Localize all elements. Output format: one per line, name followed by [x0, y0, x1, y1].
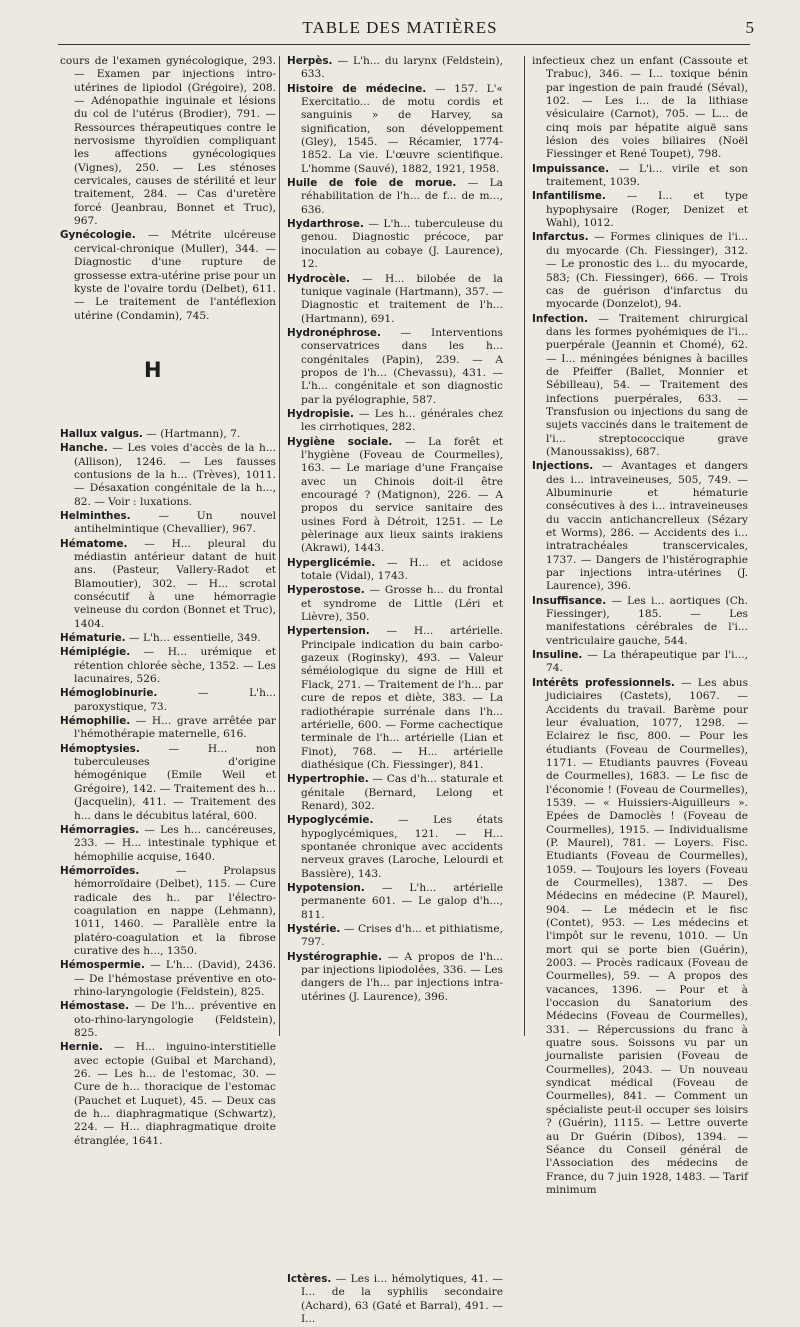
index-entry: Hanche. — Les voies d'accès de la h... (Allison), 1246. — Les fausses contusions de la h... (Trèves), 1011. — Désaxation congénitale de la h..., 82. — Voir : luxations. — [60, 442, 276, 508]
index-entry: Helminthes. — Un nouvel antihelmintique (Chevallier), 967. — [60, 509, 276, 536]
index-entry: Hydrocèle. — H... bilobée de la tunique vaginale (Hartmann), 357. — Diagnostic et traitement de l'h... (Hartmann), 691. — [287, 272, 503, 325]
index-entry: Hyperostose. — Grosse h... du frontal et syndrome de Little (Léri et Lièvre), 350. — [287, 584, 503, 624]
index-column-2 — [287, 55, 503, 1327]
column-divider — [524, 56, 525, 1036]
section-gap — [287, 1005, 503, 1273]
index-entry: Hypoglycémie. — Les états hypoglycémiques, 121. — H... spontanée chronique avec accidents nerveux graves (Laroche, Lelourdi et Bassière), 143. — [287, 814, 503, 880]
index-entry: Insuffisance. — Les i... aortiques (Ch. Fiessinger), 185. — Les manifestations cérébrales de l'i... ventriculaire gauche, 544. — [532, 594, 748, 647]
index-entry: Hallux valgus. — (Hartmann), 7. — [60, 427, 241, 440]
index-entry: Hémospermie. — L'h... (David), 2436. — De l'hémostase préventive en oto-rhino-laryngologie (Feldstein), 825. — [60, 959, 276, 998]
index-entry: Hématome. — H... pleural du médiastin antérieur datant de huit ans. (Pasteur, Vallery-Radot et Blamoutier), 302. — H... scrotal consécutif à une hémorragie veineuse du cordon (Bonnet et Truc), 1404. — [60, 537, 276, 630]
running-title: TABLE DES MATIÈRES — [302, 18, 498, 37]
index-entry: Hydarthrose. — L'h... tuberculeuse du genou. Diagnostic précoce, par inoculation au cobaye (J. Laurence), 12. — [287, 218, 503, 271]
index-entry: Insuline. — La thérapeutique par l'i..., 74. — [532, 649, 748, 675]
index-entry: Huile de foie de morue. — La réhabilitation de l'h... de f... de m..., 636. — [287, 177, 503, 216]
index-entry: Hémoptysies. — H... non tuberculeuses d'origine hémogénique (Emile Weil et Grégoire), 142. — Traitement des h... (Jacquelin), 411. — Traitement des h... dans le décubitus latéral, 600. — [60, 742, 276, 822]
index-entry: infectieux chez un enfant (Cassoute et Trabuc), 346. — I... toxique bénin par ingestion de pain fraudé (Séval), 102. — Les i... de la lithiase vésiculaire (Carnot), 705. — L... de cinq mois par hépatite aiguë sans lésion des voies biliaires (Noël Fiessinger et René Toupet), 798. — [532, 55, 748, 161]
index-entry: Hémorragies. — Les h... cancéreuses, 233. — H... intestinale typhique et hémophilie acquise, 1640. — [60, 823, 276, 863]
index-entry: Hypertension. — H... artérielle. Principale indication du bain carbo-gazeux (Roginsky), 493. — Valeur séméiologique du signe de Hill et Flack, 271. — Traitement de l'h... par cure de repos et diète, 383. — La radiothérapie surrénale dans l'h... artérielle, 600. — Forme cachectique terminale de l'h... artérielle (Lian et Finot), 768. — H... artérielle diathésique (Ch. Fiessinger), 841. — [287, 625, 503, 771]
index-entry: Hémoglobinurie. — L'h... paroxystique, 73. — [60, 687, 276, 713]
index-entry: Impuissance. — L'i... virile et son traitement, 1039. — [532, 162, 748, 189]
index-entry: Infarctus. — Formes cliniques de l'i... du myocarde (Ch. Fiessinger), 312. — Le pronostic des i... du myocarde, 583; (Ch. Fiessinger), 666. — Trois cas de guérison d'infarctus du myocarde (Donzelot), 94. — [532, 231, 748, 311]
index-entry: Hypotension. — L'h... artérielle permanente 601. — Le galop d'h..., 811. — [287, 881, 503, 921]
index-column-3 — [532, 55, 748, 1198]
index-entry: Hémiplégie. — H... urémique et rétention chlorée sèche, 1352. — Les lacunaires, 526. — [60, 646, 276, 686]
index-entry: Hygiène sociale. — La forêt et l'hygiène (Foveau de Courmelles), 163. — Le mariage d'une Française avec un Chinois doit-il être encouragé ? (Matignon), 226. — A propos du service sanitaire des usines Ford à Détroit, 1251. — Le pèlerinage aux lieux saints irakiens (Akrawi), 1443. — [287, 435, 503, 555]
index-entry: Infection. — Traitement chirurgical dans les formes pyohémiques de l'i... puerpérale (Jeannin et Chomé), 62. — I... méningées bénignes à bacilles de Pfeiffer (Ballet, Monnier et Sébilleau), 54. — Traitement des infections puerpérales, 633. — Transfusion ou injections du sang de sujets vaccinés dans le traitement de l'i... streptococcique grave (Manoussakiss), 687. — [532, 312, 748, 458]
page-number: 5 — [745, 18, 754, 37]
index-entry: Herpès. — L'h... du larynx (Feldstein), 633. — [287, 55, 503, 81]
index-entry: Hémostase. — De l'h... préventive en oto-rhino-laryngologie (Feldstein), 825. — [60, 1000, 276, 1039]
index-entry: Hyperglicémie. — H... et acidose totale (Vidal), 1743. — [287, 556, 503, 583]
index-entry: cours de l'examen gynécologique, 293. — Examen par injections intro-utérines de lipiodol (Grégoire), 208. — Adénopathie inguinale et lésions du col de l'utérus (Brodier), 791. — Ressources thérapeutiques contre le nervosisme thyroïdien compliquant les affections gynécologiques (Vignes), 250. — Les sténoses cervicales, causes de stérilité et leur traitement, 284. — Cas d'uretère forcé (Jeanbrau, Bonnet et Truc), 967. — [60, 55, 276, 228]
index-column-1 — [60, 55, 276, 1149]
index-entry: Ictères. — Les i... hémolytiques, 41. — I... de la syphilis secondaire (Achard), 63 (Gaté et Barral), 491. — I... — [287, 1273, 503, 1326]
index-entry: Hémorroïdes. — Prolapsus hémorroïdaire (Delbet), 115. — Cure radicale des h.. par l'électro-coagulation en nappe (Lehmann), 1011, 1460. — Parallèle entre la platéro-coagulation et la fibrose curative des h..., 1350. — [60, 864, 276, 957]
index-entry: Hypertrophie. — Cas d'h... staturale et génitale (Bernard, Lelong et Renard), 302. — [287, 773, 503, 812]
index-entry: Gynécologie. — Métrite ulcéreuse cervical-chronique (Muller), 344. — Diagnostic d'une rupture de grossesse extra-utérine prise pour un kyste de l'ovaire tordu (Delbet), 611. — Le traitement de l'antéflexion utérine (Condamin), 745. — [60, 229, 276, 322]
index-entry: Injections. — Avantages et dangers des i... intraveineuses, 505, 749. — Albuminurie et hématurie consécutives à des i... intraveineuses du vaccin antichancrelleux (Sézary et Worms), 286. — Accidents des i... intratrachéales transcervicales, 1737. — Dangers de l'histérographie par injections intra-utérines (J. Laurence), 396. — [532, 460, 748, 593]
column-divider — [279, 56, 280, 1036]
index-entry: Histoire de médecine. — 157. L'« Exercitatio... de motu cordis et sanguinis » de Harvey, sa signification, son développement (Gley), 1545. — Récamier, 1774-1852. La vie. L'œuvre scientifique. L'homme (Sauvé), 1882, 1921, 1958. — [287, 82, 503, 175]
index-entry: Hydropisie. — Les h... générales chez les cirrhotiques, 282. — [287, 407, 503, 434]
index-entry: Hystérie. — Crises d'h... et pithiatisme, 797. — [287, 923, 503, 949]
header-rule — [58, 44, 750, 45]
index-entry: Hydronéphrose. — Interventions conservatrices dans les h... congénitales (Papin), 239. — A propos de l'h... (Chevassu), 431. — L'h... congénitale et son diagnostic par la pyélographie, 587. — [287, 326, 503, 406]
index-entry: Hématurie. — L'h... essentielle, 349. — [60, 632, 261, 645]
page-header — [0, 18, 800, 42]
index-entry: Hernie. — H... inguino-interstitielle avec ectopie (Guibal et Marchand), 26. — Les h... de l'estomac, 30. — Cure de h... thoracique de l'estomac (Pauchet et Luquet), 45. — Deux cas de h... diaphragmatique (Schwartz), 224. — H... diaphragmatique droite étranglée, 1641. — [60, 1041, 276, 1147]
index-entry: Hémophilie. — H... grave arrêtée par l'hémothérapie maternelle, 616. — [60, 715, 276, 741]
index-entry: Infantilisme. — I... et type hypophysaire (Roger, Denizet et Wahl), 1012. — [532, 190, 748, 230]
index-entry: Intérêts professionnels. — Les abus judiciaires (Castets), 1067. — Accidents du travail. Barème pour leur évaluation, 1077, 1298. — Eclairez le fisc, 800. — Pour les étudiants (Foveau de Courmelles), 1171. — Etudiants pauvres (Foveau de Courmelles), 1683. — Le fisc de l'économie ! (Foveau de Courmelles), 1539. — « Huissiers-Aiguilleurs ». Epées de Damoclès ! (Foveau de Courmelles), 1915. — Individualisme (P. Maurel), 781. — Loyers. Fisc. Etudiants (Foveau de Courmelles), 1059. — Toujours les loyers (Foveau de Courmelles), 1387. — Des Médecins en médecine (P. Maurel), 904. — Le médecin et le fisc (Contet), 953. — Les médecins et l'impôt sur le revenu, 1010. — Un mort qui se porte bien (Guérin), 2003. — Procès radicaux (Foveau de Courmelles), 59. — A propos des vacances, 1396. — Pour et à l'occasion du Sanatorium des Médecins (Foveau de Courmelles), 331. — Répercussions du franc à quatre sous. Soissons vu par un journaliste parisien (Foveau de Courmelles), 2043. — Un nouveau syndicat médical (Foveau de Courmelles), 841. — Comment un spécialiste peut-il occuper ses loisirs ? (Guérin), 1115. — Lettre ouverte au Dr Guérin (Dibos), 1394. — Séance du Conseil général de l'Association des médecins de France, du 7 juin 1928, 1483. — Tarif minimum — [532, 676, 749, 1196]
section-letter: H — [144, 357, 162, 382]
index-entry: Hystérographie. — A propos de l'h... par injections lipiodolées, 336. — Les dangers de l'h... par injections intra-utérines (J. Laurence), 396. — [287, 950, 503, 1003]
